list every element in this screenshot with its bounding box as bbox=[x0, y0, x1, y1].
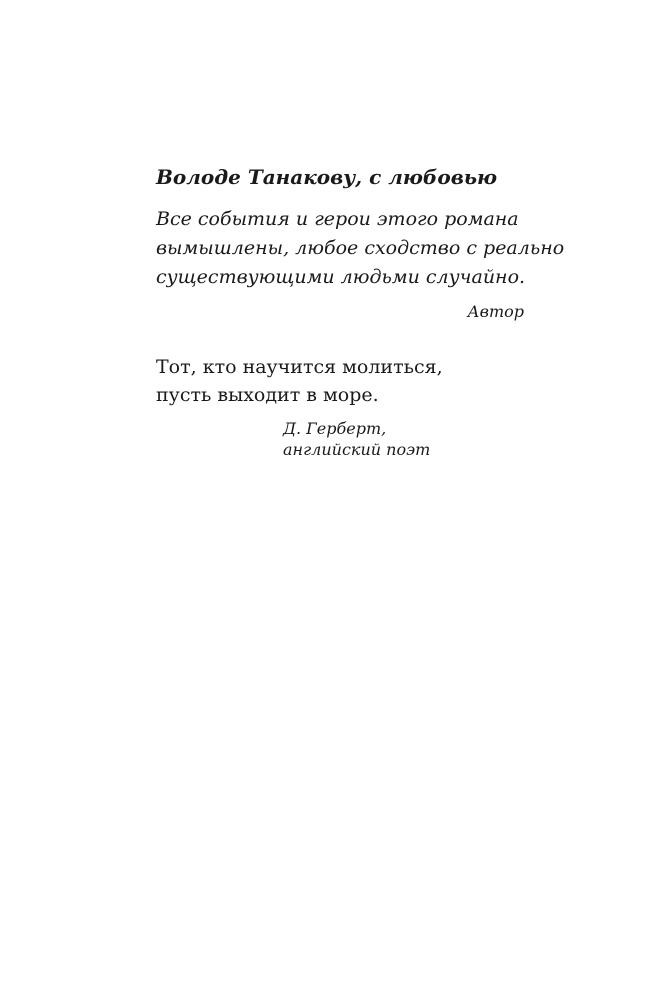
attribution-author: Д. Герберт, bbox=[283, 419, 387, 438]
disclaimer-line: Все события и герои этого романа bbox=[156, 208, 519, 230]
dedication: Володе Танакову, с любовью bbox=[156, 165, 498, 189]
disclaimer bbox=[156, 205, 565, 292]
epigraph bbox=[156, 353, 536, 409]
disclaimer-line: вымышлены, любое сходство с реально bbox=[156, 237, 565, 259]
disclaimer-line: существующими людьми случайно. bbox=[156, 266, 526, 288]
disclaimer-signature: Автор bbox=[467, 302, 524, 321]
attribution-description: английский поэт bbox=[283, 440, 431, 459]
epigraph-attribution bbox=[283, 418, 430, 460]
epigraph-line: Тот, кто научится молиться, bbox=[156, 356, 443, 378]
epigraph-line: пусть выходит в море. bbox=[156, 384, 379, 406]
